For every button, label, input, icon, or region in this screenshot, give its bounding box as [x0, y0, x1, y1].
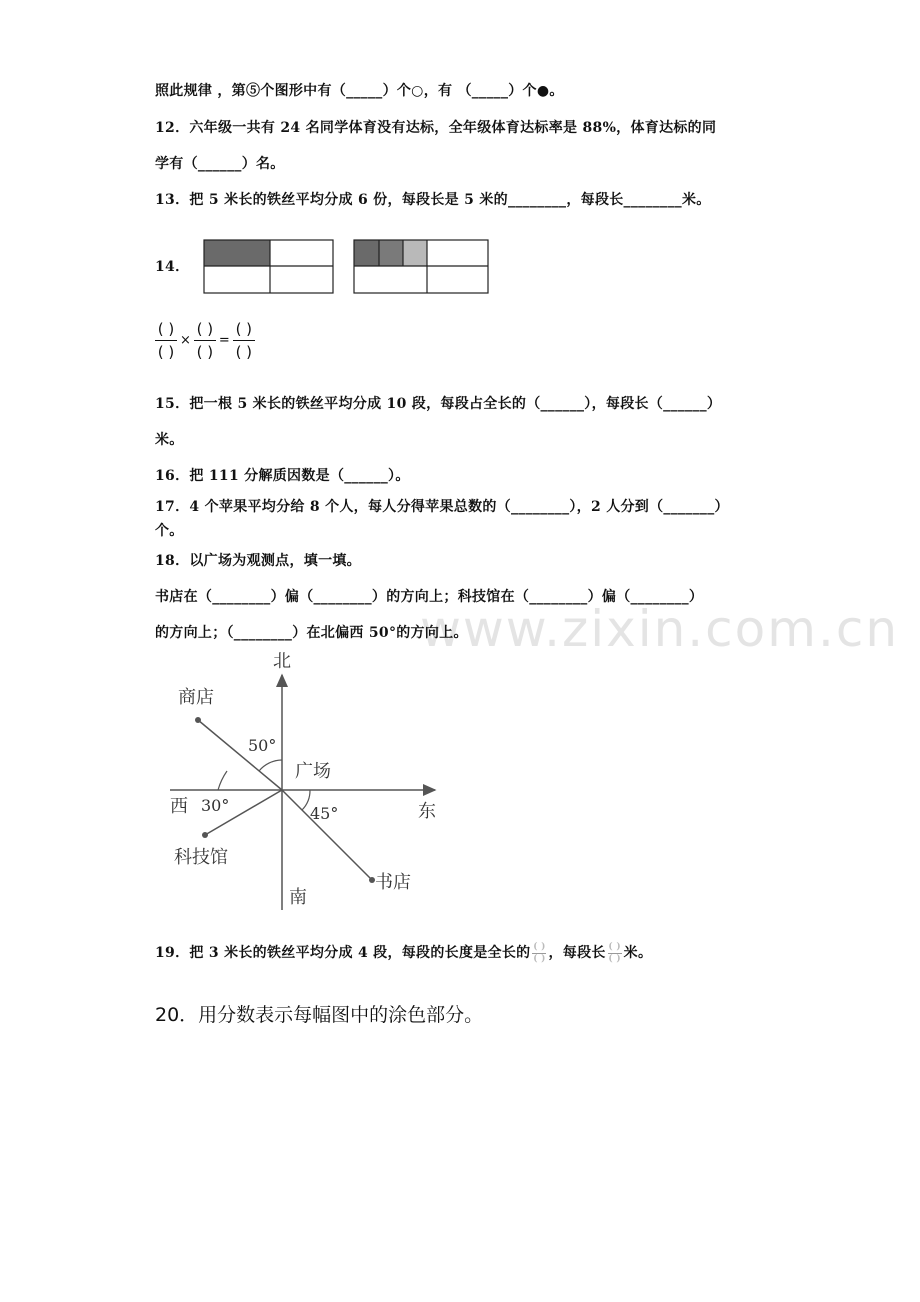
label-south: 南	[289, 887, 307, 908]
question-17-line1: 17．4 个苹果平均分给 8 个人，每人分得苹果总数的（________），2 人分到（_______）	[155, 499, 729, 515]
fraction-blank-2[interactable]: $\frac{( )}{( )}$	[608, 941, 621, 964]
question-16: 16．把 111 分解质因数是（______）。	[155, 468, 410, 484]
denominator-blank[interactable]: ( )	[196, 343, 214, 361]
question-19: 19．把 3 米长的铁丝平均分成 4 段，每段的长度是全长的 $\frac{( )}{( )}$ ，每段长 $\frac{( )}{( )}$ 米。	[155, 941, 653, 964]
numerator-blank[interactable]: ( )	[157, 320, 175, 338]
numerator-blank[interactable]: ( )	[196, 320, 214, 338]
question-18-line1: 书店在（________）偏（________）的方向上；科技馆在（________）偏（________）	[155, 589, 704, 605]
times-sign: ×	[180, 333, 191, 348]
label-angle-30: 30°	[201, 796, 230, 815]
question-11-tail: 照此规律 ，第⑤个图形中有（_____）个○，有 （_____）个●。	[155, 83, 564, 99]
label-bookstore: 书店	[375, 872, 411, 893]
figure-right	[354, 240, 488, 293]
label-museum: 科技馆	[174, 847, 228, 868]
question-12-line2: 学有（______）名。	[155, 156, 285, 172]
question-15-line1: 15．把一根 5 米长的铁丝平均分成 10 段，每段占全长的（______），每段长（______）	[155, 396, 722, 412]
question-14-label: 14．	[155, 259, 190, 275]
arc-50	[259, 760, 282, 771]
question-14-figures	[200, 236, 492, 298]
fraction-2	[194, 320, 216, 361]
denominator-blank[interactable]: ( )	[235, 343, 253, 361]
label-store: 商店	[178, 687, 214, 708]
question-15-line2: 米。	[155, 432, 184, 448]
watermark: www.zixin.com.cn	[420, 600, 900, 658]
label-north: 北	[273, 651, 291, 672]
fraction-blank-1[interactable]: $\frac{( )}{( )}$	[533, 941, 546, 964]
arc-45	[302, 790, 310, 810]
question-12-line1: 12．六年级一共有 24 名同学体育没有达标，全年级体育达标率是 88%，体育达标的同	[155, 120, 717, 136]
right-dark-cell-1	[354, 240, 379, 266]
label-angle-45: 45°	[310, 804, 339, 823]
fraction-1	[155, 320, 177, 361]
right-light-cell	[403, 240, 427, 266]
question-13: 13．把 5 米长的铁丝平均分成 6 份，每段长是 5 米的________，每段长________米。	[155, 192, 711, 208]
left-shaded-cell	[204, 240, 270, 266]
question-18-line2: 的方向上；（________）在北偏西 50°的方向上。	[155, 625, 468, 641]
arc-30	[218, 771, 227, 790]
figure-left	[204, 240, 333, 293]
museum-point	[202, 832, 208, 838]
question-20: 20．用分数表示每幅图中的涂色部分。	[155, 1004, 484, 1026]
direction-diagram	[160, 645, 460, 915]
denominator-blank[interactable]: ( )	[157, 343, 175, 361]
ray-store	[198, 720, 282, 790]
equals-sign: =	[218, 333, 230, 348]
right-dark-cell-2	[379, 240, 403, 266]
label-center: 广场	[295, 761, 331, 782]
store-point	[195, 717, 201, 723]
label-west: 西	[170, 796, 188, 817]
label-east: 东	[418, 801, 436, 822]
fraction-3	[233, 320, 255, 361]
label-angle-50: 50°	[248, 736, 277, 755]
question-18-title: 18．以广场为观测点，填一填。	[155, 553, 361, 569]
question-17-line2: 个。	[155, 523, 184, 539]
numerator-blank[interactable]: ( )	[235, 320, 253, 338]
question-14-equation	[155, 320, 255, 361]
